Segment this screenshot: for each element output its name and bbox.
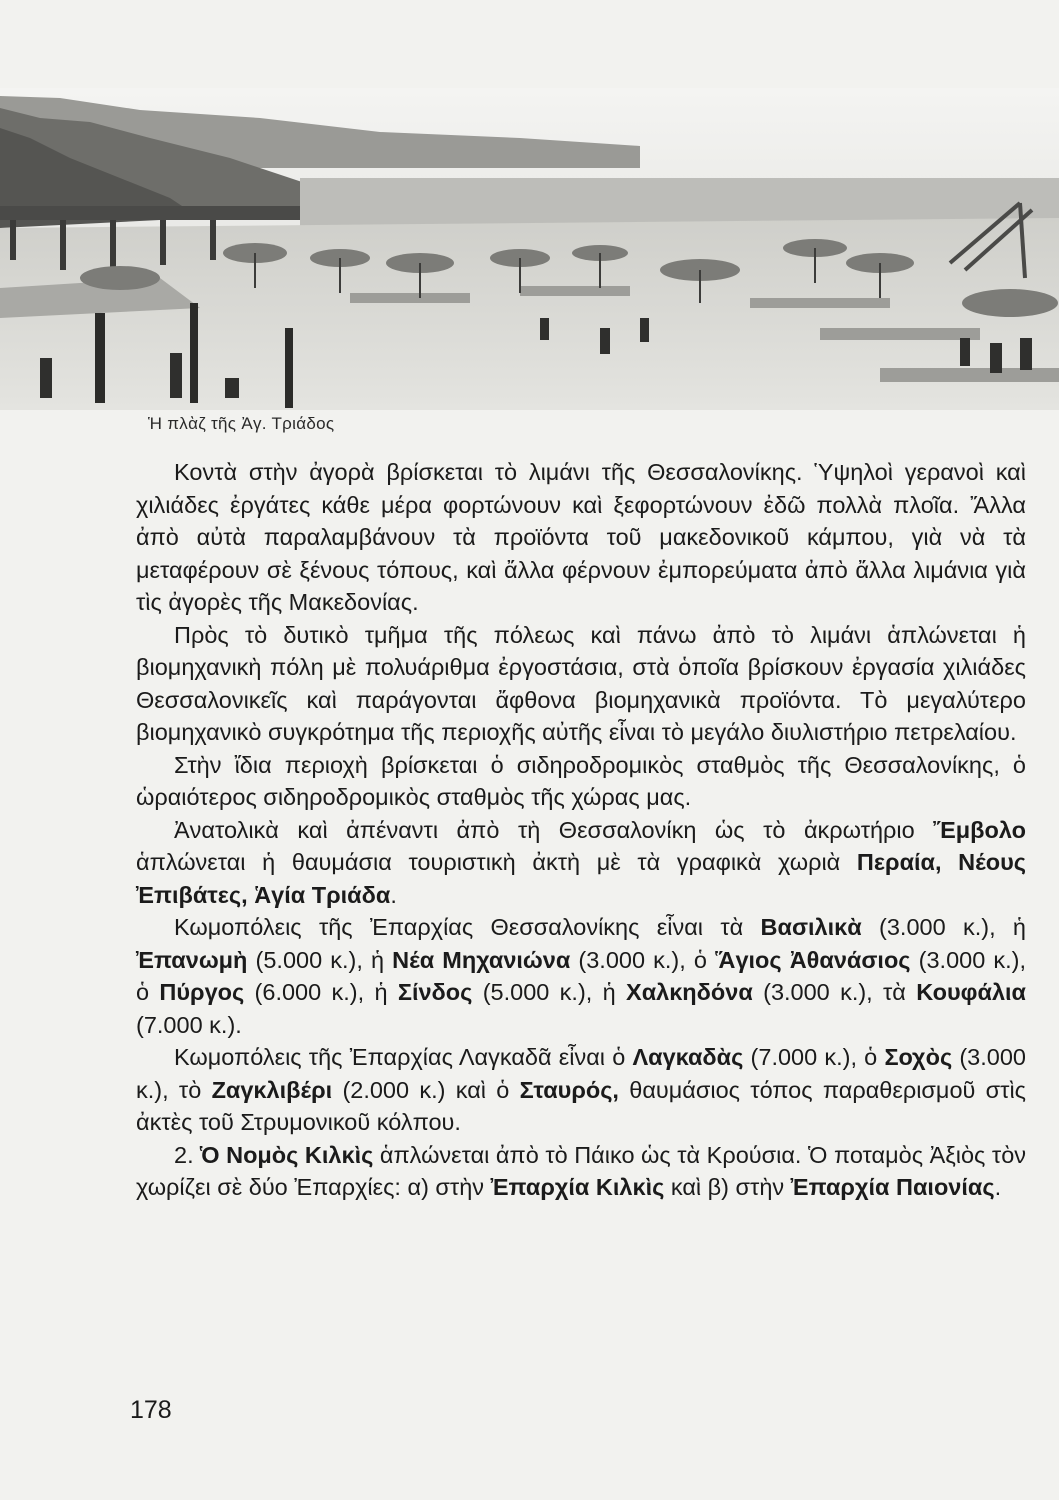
photo-caption: Ἡ πλὰζ τῆς Ἀγ. Τριάδος [148,414,335,433]
paragraph-towns-lagkadas: Κωμοπόλεις τῆς Ἐπαρχίας Λαγκαδᾶ εἶναι ὁ Λαγκαδὰς (7.000 κ.), ὁ Σοχὸς (3.000 κ.), τὸ Ζαγκλιβέρι (2.000 κ.) καὶ ὁ Σταυρός, θαυμάσιος τόπος παραθερισμοῦ στὶς ἀκτὲς τοῦ Στρυμονικοῦ κόλπου. [136,1044,1026,1135]
paragraph-tourist-coast: Ἀνατολικὰ καὶ ἀπέναντι ἀπὸ τὴ Θεσσαλονίκη ὡς τὸ ἀκρωτήριο Ἔμβολο ἁπλώνεται ἡ θαυμάσια τουριστικὴ ἀκτὴ μὲ τὰ γραφικὰ χωριὰ Περαία, Νέους Ἐπιβάτες, Ἁγία Τριάδα. [136,816,1026,908]
page-number: 178 [130,1396,172,1424]
paragraph-industrial-city: Πρὸς τὸ δυτικὸ τμῆμα τῆς πόλεως καὶ πάνω ἀπὸ τὸ λιμάνι ἁπλώνεται ἡ βιομηχανικὴ πόλη μὲ πολυάριθμα ἐργοστάσια, στὰ ὁποῖα βρίσκουν ἐργασία χιλιάδες Θεσσαλονικεῖς καὶ παράγονται ἄφθονα βιομηχανικὰ προϊόντα. Τὸ μεγαλύτερο βιομηχανικὸ συγκρότημα τῆς περιοχῆς αὐτῆς εἶναι τὸ μεγάλο διυλιστήριο πετρελαίου. [136,621,1026,745]
paragraph-towns-thessaloniki: Κωμοπόλεις τῆς Ἐπαρχίας Θεσσαλονίκης εἶναι τὰ Βασιλικὰ (3.000 κ.), ἡ Ἐπανωμὴ (5.000 κ.), ἡ Νέα Μηχανιώνα (3.000 κ.), ὁ Ἅγιος Ἀθανάσιος (3.000 κ.), ὁ Πύργος (6.000 κ.), ἡ Σίνδος (5.000 κ.), ἡ Χαλκηδόνα (3.000 κ.), τὰ Κουφάλια (7.000 κ.). [136,914,1027,1038]
paragraph-kilkis: 2. Ὁ Νομὸς Κιλκὶς ἁπλώνεται ἀπὸ τὸ Πάικο ὡς τὰ Κρούσια. Ὁ ποταμὸς Ἀξιὸς τὸν χωρίζει σὲ δύο Ἐπαρχίες: α) στὴν Ἐπαρχία Κιλκὶς καὶ β) στὴν Ἐπαρχία Παιονίας. [136,1141,1027,1200]
paragraph-harbor: Κοντὰ στὴν ἀγορὰ βρίσκεται τὸ λιμάνι τῆς Θεσσαλονίκης. Ὑψηλοὶ γερανοὶ καὶ χιλιάδες ἐργάτες κάθε μέρα φορτώνουν καὶ ξεφορτώνουν ἐδῶ πολλὰ πλοῖα. Ἄλλα ἀπὸ αὐτὰ παραλαμβάνουν τὰ προϊόντα τοῦ μακεδονικοῦ κάμπου, γιὰ νὰ τὰ μεταφέρουν σὲ ξένους τόπους, καὶ ἄλλα φέρνουν ἐμπορεύματα ἀπὸ ἄλλα λιμάνια γιὰ τὶς ἀγορὲς τῆς Μακεδονίας. [136,459,1026,615]
body-text [136,456,1026,1204]
beach-photo-icon [0,88,1059,410]
paragraph-railway-station: Στὴν ἴδια περιοχὴ βρίσκεται ὁ σιδηροδρομικὸς σταθμὸς τῆς Θεσσαλονίκης, ὁ ὡραιότερος σιδηροδρομικὸς σταθμὸς τῆς χώρας μας. [136,751,1026,810]
beach-photo [0,88,1059,410]
